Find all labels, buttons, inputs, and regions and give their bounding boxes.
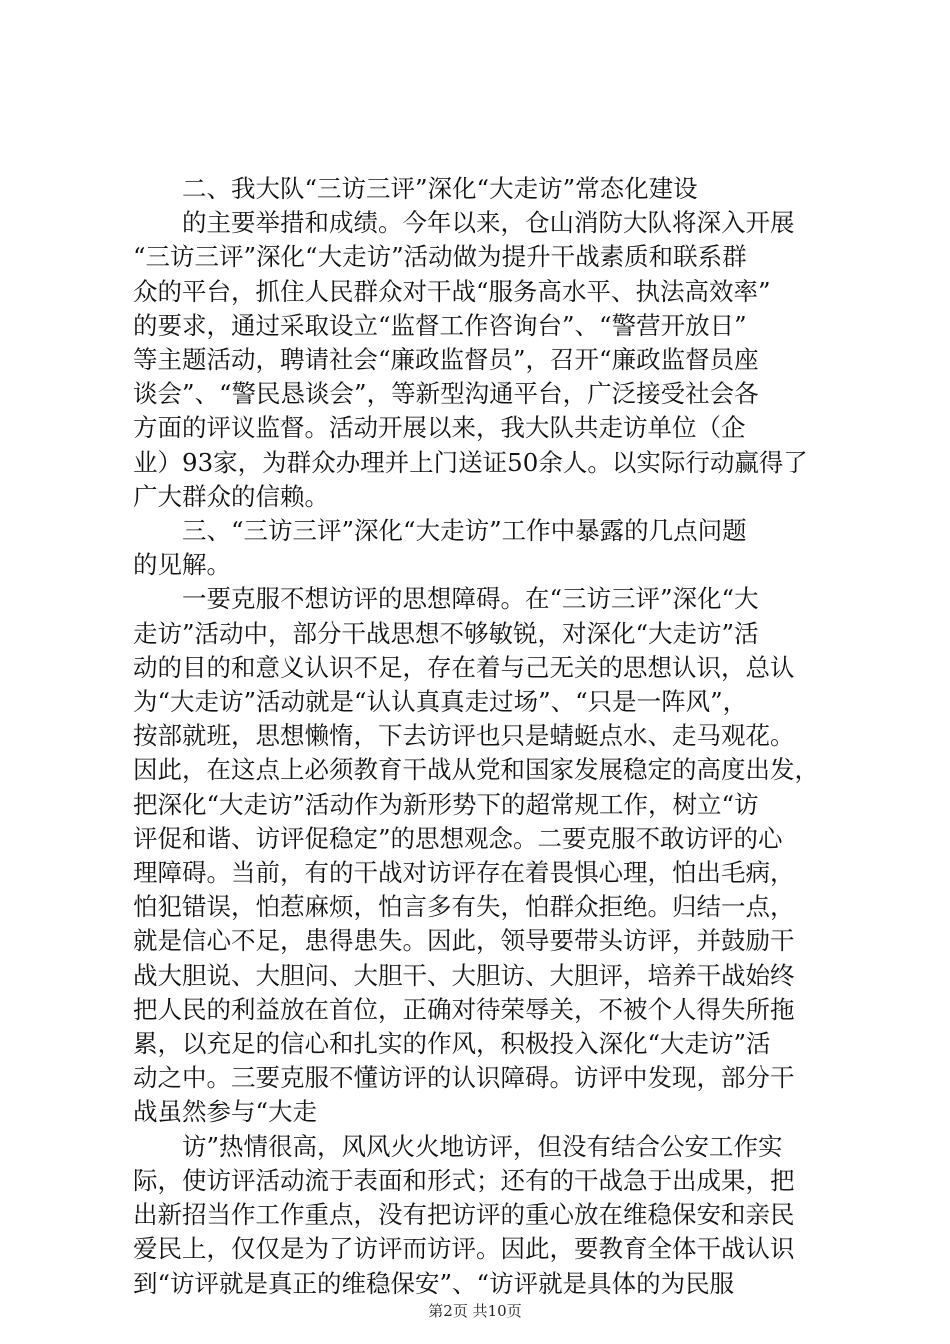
text-line: 一要克服不想访评的思想障碍。在“三访三评”深化“大 (182, 584, 759, 614)
text-line: 理障碍。当前，有的干战对访评存在着畏惧心理，怕出毛病， (133, 858, 795, 888)
page-footer: 第2页 共10页 (428, 1302, 522, 1320)
text-line: 怕犯错误，怕惹麻烦，怕言多有失，怕群众拒绝。归结一点， (133, 892, 795, 922)
text-line: 战虽然参与“大走 (133, 1097, 318, 1127)
text-line: 三、“三访三评”深化“大走访”工作中暴露的几点问题 (182, 516, 747, 546)
text-line: 出新招当作工作重点，没有把访评的重心放在维稳保安和亲民 (133, 1200, 795, 1230)
text-line: 方面的评议监督。活动开展以来，我大队共走访单位（企 (133, 413, 746, 443)
text-line: 把人民的利益放在首位，正确对待荣辱关，不被个人得失所拖 (133, 994, 795, 1024)
text-line: 为“大走访”活动就是“认认真真走过场”、“只是一阵风”， (133, 687, 748, 717)
text-line: 到“访评就是真正的维稳保安”、“访评就是具体的为民服 (133, 1268, 735, 1298)
text-line: 的主要举措和成绩。今年以来，仓山消防大队将深入开展 (182, 208, 795, 238)
text-line: 动的目的和意义认识不足，存在着与己无关的思想认识，总认 (133, 652, 795, 682)
text-line: “三访三评”深化“大走访”活动做为提升干战素质和联系群 (133, 242, 747, 272)
text-line: 就是信心不足，患得患失。因此，领导要带头访评，并鼓励干 (133, 926, 795, 956)
text-line: 评促和谐、访评促稳定”的思想观念。二要克服不敢访评的心 (133, 823, 783, 853)
text-line: 业）93家，为群众办理并上门送证50余人。以实际行动赢得了 (133, 447, 808, 477)
text-line: 的要求，通过采取设立“监督工作咨询台”、“警营开放日” (133, 310, 747, 340)
text-line: 按部就班，思想懒惰，下去访评也只是蜻蜓点水、走马观花。 (133, 721, 795, 751)
body-text (133, 172, 833, 1301)
text-line: 际，使访评活动流于表面和形式；还有的干战急于出成果，把 (133, 1165, 795, 1195)
text-line: 爱民上，仅仅是为了访评而访评。因此，要教育全体干战认识 (133, 1234, 795, 1264)
text-line: 动之中。三要克服不懂访评的认识障碍。访评中发现，部分干 (133, 1063, 795, 1093)
text-line: 把深化“大走访”活动作为新形势下的超常规工作，树立“访 (133, 789, 759, 819)
text-line: 访”热情很高，风风火火地访评，但没有结合公安工作实 (182, 1131, 783, 1161)
text-line: 的见解。 (133, 550, 231, 580)
text-line: 等主题活动，聘请社会“廉政监督员”，召开“廉政监督员座 (133, 345, 759, 375)
text-line: 因此，在这点上必须教育干战从党和国家发展稳定的高度出发， (133, 755, 819, 785)
text-line: 累，以充足的信心和扎实的作风，积极投入深化“大走访”活 (133, 1029, 771, 1059)
text-line: 谈会”、“警民恳谈会”，等新型沟通平台，广泛接受社会各 (133, 379, 759, 409)
text-line: 走访”活动中，部分干战思想不够敏锐，对深化“大走访”活 (133, 618, 759, 648)
text-line: 众的平台，抓住人民群众对干战“服务高水平、执法高效率” (133, 276, 771, 306)
text-line: 广大群众的信赖。 (133, 481, 329, 511)
text-line: 二、我大队“三访三评”深化“大走访”常态化建设 (182, 174, 698, 203)
text-line: 战大胆说、大胆问、大胆干、大胆访、大胆评，培养干战始终 (133, 960, 795, 990)
